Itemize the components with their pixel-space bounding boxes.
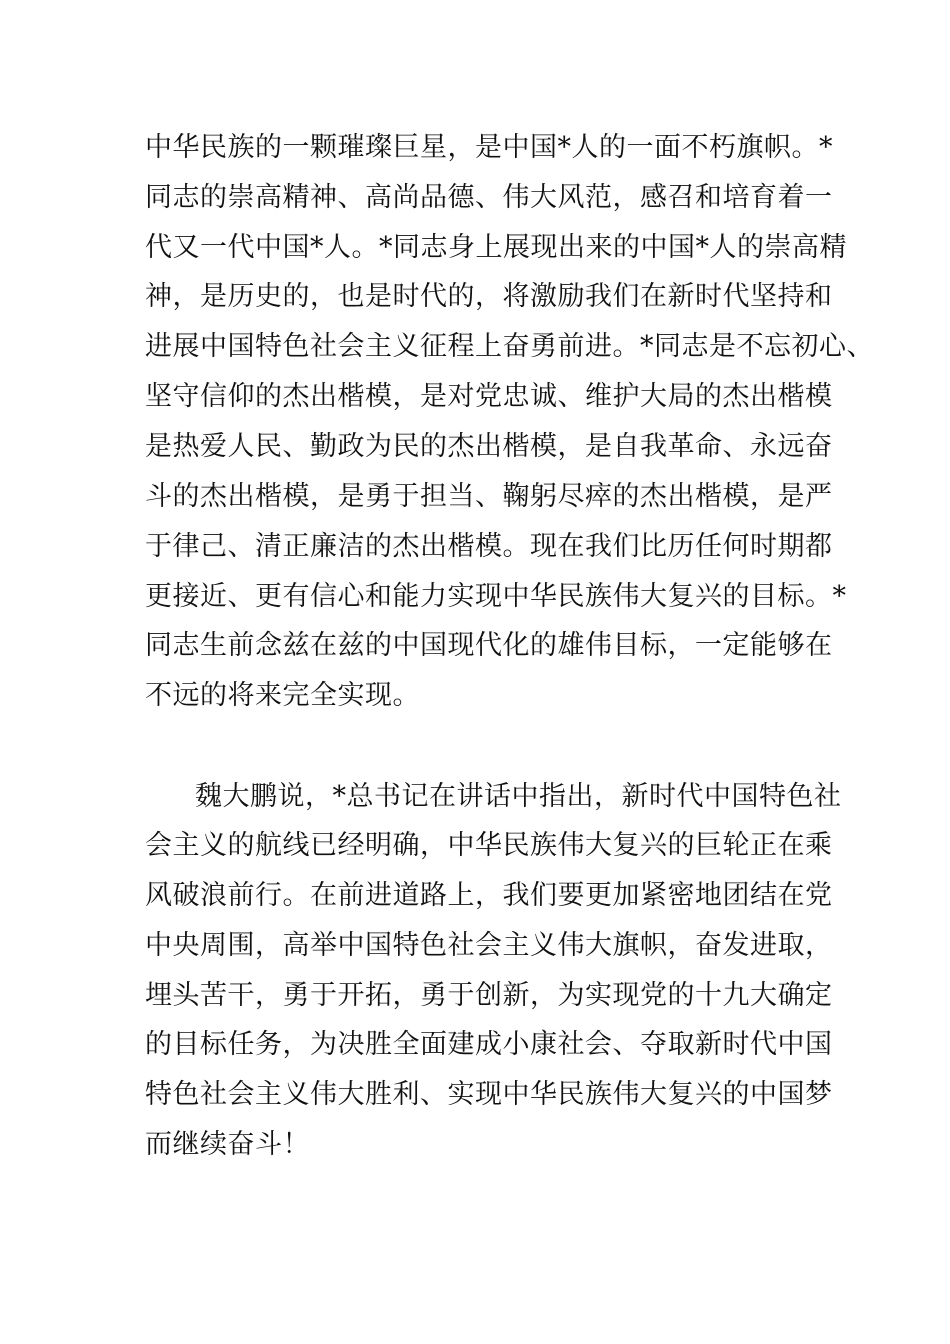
text-line: 特色社会主义伟大胜利、实现中华民族伟大复兴的中国梦 <box>145 1079 833 1110</box>
text-line: 坚守信仰的杰出楷模，是对党忠诚、维护大局的杰出楷模 <box>145 381 833 412</box>
text-line: 魏大鹏说，*总书记在讲话中指出，新时代中国特色社 <box>195 781 842 812</box>
text-line: 不远的将来完全实现。 <box>145 680 420 711</box>
text-line: 同志的崇高精神、高尚品德、伟大风范，感召和培育着一 <box>145 182 833 213</box>
text-line: 斗的杰出楷模，是勇于担当、鞠躬尽瘁的杰出楷模，是严 <box>145 481 833 512</box>
text-line: 进展中国特色社会主义征程上奋勇前进。*同志是不忘初心、 <box>145 331 874 362</box>
text-line: 中央周围，高举中国特色社会主义伟大旗帜，奋发进取， <box>145 930 833 961</box>
text-line: 更接近、更有信心和能力实现中华民族伟大复兴的目标。* <box>145 581 847 612</box>
text-line: 中华民族的一颗璀璨巨星，是中国*人的一面不朽旗帜。* <box>145 132 833 163</box>
text-line: 是热爱人民、勤政为民的杰出楷模，是自我革命、永远奋 <box>145 431 833 462</box>
text-line: 而继续奋斗！ <box>145 1129 310 1160</box>
text-line: 神，是历史的，也是时代的，将激励我们在新时代坚持和 <box>145 281 833 312</box>
text-line: 会主义的航线已经明确，中华民族伟大复兴的巨轮正在乘 <box>145 830 833 861</box>
text-line: 同志生前念兹在兹的中国现代化的雄伟目标，一定能够在 <box>145 630 833 661</box>
text-line: 代又一代中国*人。*同志身上展现出来的中国*人的崇高精 <box>145 232 847 263</box>
text-line: 的目标任务，为决胜全面建成小康社会、夺取新时代中国 <box>145 1029 833 1060</box>
text-line: 埋头苦干，勇于开拓，勇于创新，为实现党的十九大确定 <box>145 980 833 1011</box>
text-line: 风破浪前行。在前进道路上，我们要更加紧密地团结在党 <box>145 880 833 911</box>
text-line: 于律己、清正廉洁的杰出楷模。现在我们比历任何时期都 <box>145 531 833 562</box>
